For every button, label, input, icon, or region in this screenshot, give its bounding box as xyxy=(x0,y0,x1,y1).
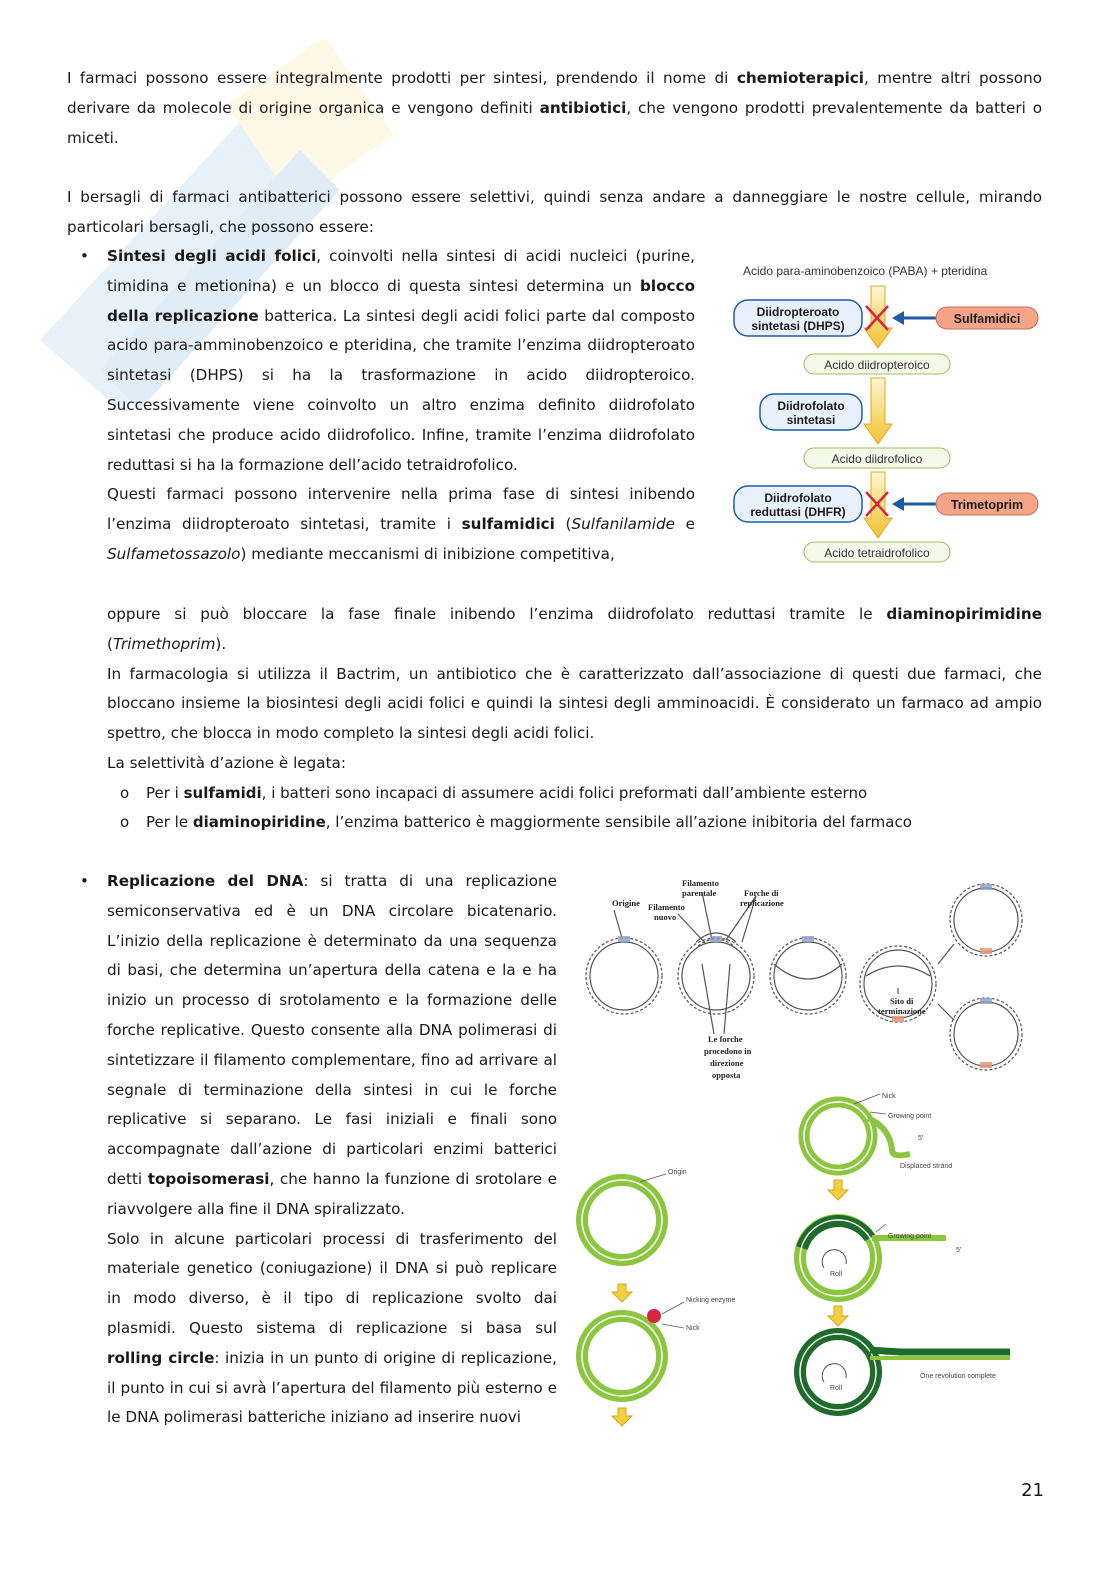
rolling-circle-diagram xyxy=(570,1088,1040,1433)
svg-text:nuovo: nuovo xyxy=(654,912,677,922)
svg-text:parentale: parentale xyxy=(682,888,717,898)
svg-text:Trimetoprim: Trimetoprim xyxy=(950,498,1024,512)
svg-text:Diidrofolato: Diidrofolato xyxy=(777,399,845,413)
rolling-circle-text: Solo in alcune particolari processi di trasferimento del materiale genetico (coniugazione) il DNA si può replicare in modo diverso, è il tipo di replicazione svolto dai plasmidi. Questo sistema di replicazione si basa sul rolling circle: inizia in un punto di origine di replicazione, il punto in cui si avrà l’apertura del filamento più esterno e le DNA polimerasi batteriche iniziano ad inserire nuovi xyxy=(107,1229,557,1427)
folate-text-block: Sintesi degli acidi folici, coinvolti nella sintesi di acidi nucleici (purine, timidina e metionina) e un blocco di questa sintesi determina un blocco della replicazione batterica. La sintesi degli acidi folici parte dal composto acido para-amminobenzoico e pteridina, che tramite l’enzima diidropteroato sintetasi (DHPS) si ha la trasformazione in acido diidropteroico. Successivamente viene coinvolto un altro enzima definito diidrofolato sintetasi che produce acido diidrofolico. Infine, tramite l’enzima diidrofolato reduttasi si ha la formazione dell’acido tetraidrofolico. Questi farmaci possono intervenire nella prima fase di sintesi inibendo l’enzima diidropteroato sintetasi, tramite i sulfamidici (Sulfanilamide e Sulfametossazolo) mediante meccanismi di inibizione competitiva, xyxy=(107,242,695,570)
svg-text:procedono in: procedono in xyxy=(704,1046,752,1056)
sub-bullet-2: o Per le diaminopiridine, l’enzima batterico è maggiormente sensibile all’azione inibitoria del farmaco xyxy=(120,813,912,831)
dna-text-block: Replicazione del DNA: si tratta di una replicazione semiconservativa ed è un DNA circolare bicatenario. L’inizio della replicazione è determinato da una sequenza di basi, che determina un’apertura della catena e la e ha inizio un processo di srotolamento e la formazione delle forche replicative. Questo consente alla DNA polimerasi di sintetizzare il filamento complementare, fino ad arrivare al segnale di terminazione della sintesi in cui le forche replicative si separano. Le fasi iniziali e finali sono accompagnate dall’azione di particolari enzimi batterici detti topoisomerasi, che hanno la funzione di srotolare e riavvolgere alla fine il DNA spiralizzato. Solo in alcune particolari processi di trasferimento del materiale genetico (coniugazione) il DNA si può replicare in modo diverso, è il tipo di replicazione svolto dai plasmidi. Questo sistema di replicazione si basa sul rolling circle: inizia in un punto di origine di replicazione, il punto in cui si avrà l’apertura del filamento più esterno e le DNA polimerasi batteriche iniziano ad inserire nuovi xyxy=(107,867,557,1433)
svg-text:Diidrofolato: Diidrofolato xyxy=(764,491,832,505)
folate-pathway-diagram xyxy=(728,256,1048,568)
svg-text:Le forche: Le forche xyxy=(708,1034,743,1044)
svg-text:5': 5' xyxy=(918,1135,924,1142)
paba-label: Acido para-aminobenzoico (PABA) + pteridina xyxy=(743,264,988,278)
svg-text:Roll: Roll xyxy=(830,1385,843,1392)
bullet-dot: • xyxy=(80,247,89,265)
svg-text:Nick: Nick xyxy=(882,1093,896,1100)
svg-text:Growing point: Growing point xyxy=(888,1233,932,1240)
svg-text:One revolution complete: One revolution complete xyxy=(920,1373,996,1380)
svg-text:opposta: opposta xyxy=(712,1070,741,1080)
svg-text:Acido tetraidrofolico: Acido tetraidrofolico xyxy=(824,546,930,560)
bullet-dot-2: • xyxy=(80,872,89,890)
bidirectional-replication-diagram xyxy=(578,864,1038,1084)
page-number: 21 xyxy=(1021,1480,1044,1501)
folate-inhibition-text: Questi farmaci possono intervenire nella prima fase di sintesi inibendo l’enzima diidropteroato sintetasi, tramite i sulfamidici (Sulfanilamide e Sulfametossazolo) mediante meccanismi di inibizione competitiva, xyxy=(107,485,696,563)
folate-continued-text: oppure si può bloccare la fase finale inibendo l’enzima diidrofolato reduttasi tramite le diaminopirimidine (Trimethoprim). In farmacologia si utilizza il Bactrim, un antibiotico che è caratterizzato dall’associazione di questi due farmaci, che bloccano insieme la biosintesi degli acidi folici e quindi la sintesi degli amminoacidi. È considerato un farmaco ad ampio spettro, che blocca in modo completo la sintesi degli acidi folici. La selettività d’azione è legata: xyxy=(107,600,1042,779)
svg-text:Roll: Roll xyxy=(830,1271,843,1278)
svg-text:sintetasi: sintetasi xyxy=(786,413,836,427)
svg-text:Nick: Nick xyxy=(686,1325,700,1332)
svg-text:Acido diidropteroico: Acido diidropteroico xyxy=(824,358,930,372)
svg-text:Origin: Origin xyxy=(668,1169,687,1176)
svg-text:Filamento: Filamento xyxy=(682,878,719,888)
bactrim-paragraph: In farmacologia si utilizza il Bactrim, un antibiotico che è caratterizzato dall’associazione di questi due farmaci, che bloccano insieme la biosintesi degli acidi folici e quindi la sintesi degli amminoacidi. È considerato un farmaco ad ampio spettro, che blocca in modo completo la sintesi degli acidi folici. xyxy=(107,664,1042,743)
pathway-arrow-2 xyxy=(864,378,892,444)
svg-text:reduttasi (DHFR): reduttasi (DHFR) xyxy=(750,505,846,519)
svg-text:Growing point: Growing point xyxy=(888,1113,932,1120)
sub-bullet-1: o Per i sulfamidi, i batteri sono incapaci di assumere acidi folici preformati dall’ambiente esterno xyxy=(120,784,868,802)
svg-text:Nicking enzyme: Nicking enzyme xyxy=(686,1297,736,1304)
svg-text:Diidropteroato: Diidropteroato xyxy=(756,305,840,319)
svg-text:Origine: Origine xyxy=(612,898,640,908)
svg-text:Acido diidrofolico: Acido diidrofolico xyxy=(831,452,923,466)
svg-text:replicazione: replicazione xyxy=(740,898,784,908)
svg-text:Sito di: Sito di xyxy=(890,996,914,1006)
svg-text:Sulfamidici: Sulfamidici xyxy=(953,312,1021,326)
svg-text:Displaced strand: Displaced strand xyxy=(900,1163,953,1170)
selectivity-heading: La selettività d’azione è legata: xyxy=(107,753,346,772)
intro-paragraph-2: I bersagli di farmaci antibatterici possono essere selettivi, quindi senza andare a danneggiare le nostre cellule, mirando particolari bersagli, che possono essere: xyxy=(67,188,1042,236)
intro-paragraph-1: I farmaci possono essere integralmente prodotti per sintesi, prendendo il nome di chemioterapici, mentre altri possono derivare da molecole di origine organica e vengono definiti antibiotici, che vengono prodotti prevalentemente da batteri o miceti. xyxy=(67,69,1042,147)
svg-text:sintetasi (DHPS): sintetasi (DHPS) xyxy=(751,319,845,333)
svg-text:Filamento: Filamento xyxy=(648,902,685,912)
svg-text:terminazione: terminazione xyxy=(878,1006,926,1016)
nicking-enzyme-dot xyxy=(647,1309,661,1323)
svg-text:direzione: direzione xyxy=(710,1058,744,1068)
svg-text:5': 5' xyxy=(956,1247,962,1254)
svg-text:Forche di: Forche di xyxy=(744,888,779,898)
